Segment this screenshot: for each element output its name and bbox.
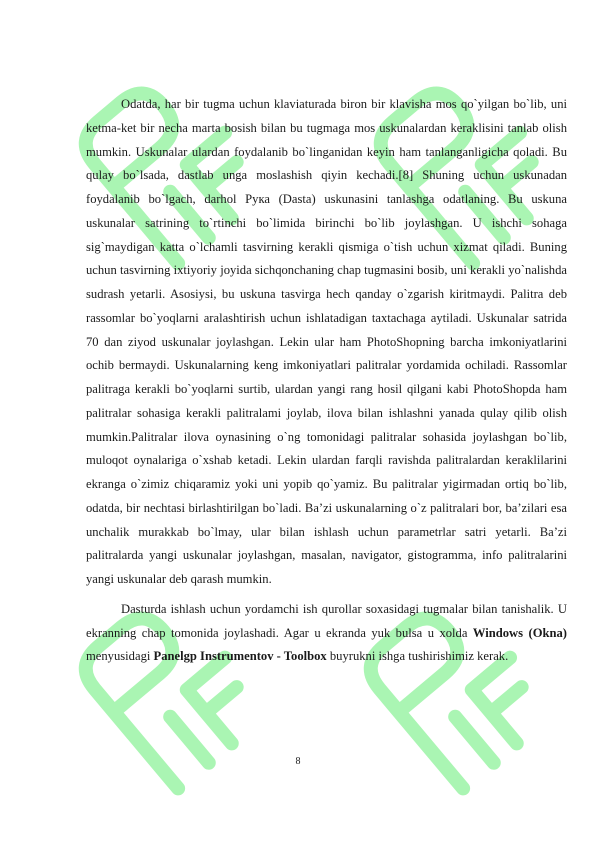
- bold-command-name: Panelgp Instrumentov - Toolbox: [153, 649, 327, 664]
- bold-menu-name: Windows (Okna): [472, 625, 567, 640]
- paragraph-2: [86, 598, 567, 669]
- document-body: [86, 93, 567, 669]
- paragraph-2-text-middle: menyusidagi: [86, 649, 154, 664]
- page-number: 8: [295, 756, 301, 767]
- paragraph-1: Odatda, har bir tugma uchun klaviaturada biron bir klavisha mos qo`yilgan bo`lib, uni ketma-ket bir necha marta bosish bilan bu tugmaga mos uskunalardan keraklisini tanlab olish mumkin. Uskunalar ulardan foydalanib bo`linganidan keyin ham tanlanganligicha qoladi. Bu qulay bo`lsada, dastlab unga moslashish qiyin kechadi.[8] Shuning uchun uskunadan foydalanib bo`lgach, darhol Рука (Dasta) uskunasini tanlashga odatlaning. Bu uskuna uskunalar satrining to`rtinchi bo`limida birinchi bo`lib joylashgan. U ishchi sohaga sig`maydigan katta o`lchamli tasvirning kerakli qismiga o`tish uchun xizmat qiladi. Buning uchun tasvirning ixtiyoriy joyida sichqonchaning chap tugmasini bosib, uni kerakli yo`nalishda sudrash yetarli. Asosiysi, bu uskuna tasvirga hech qanday o`zgarish kiritmaydi. Palitra deb rassomlar bo`yoqlarni aralashtirish uchun ishlatadigan taxtachaga aytiladi. Uskunalar satrida 70 dan ziyod uskunalar joylashgan. Lekin ular ham PhotoShopning barcha imkoniyatlarini ochib bermaydi. Uskunalarning keng imkoniyatlari palitralar yordamida ochiladi. Rassomlar palitraga kerakli bo`yoqlarni surtib, ulardan yangi rang hosil qilgani kabi PhotoShopda ham palitralar sohasiga kerakli palitralami joylab, ilova bilan ishlashni yanada qulay qilib olish mumkin.Palitralar ilova oynasining o`ng tomonidagi palitralar sohasida joylashgan bo`lib, muloqot oynalariga o`xshab ketadi. Lekin ulardan farqli ravishda palitralardan keraklilarini ekranga o`zimiz chiqaramiz yoki uni yopib qo`yamiz. Bu palitralar yigirmadan ortiq bo`lib, odatda, bir nechtasi birlashtirilgan bo`ladi. Ba’zi uskunalarning o`z palitralari bor, ba’zilari esa unchalik murakkab bo`lmay, ular bilan ishlash uchun parametrlar satri yetarli. Ba’zi palitralarda yangi uskunalar joylashgan, masalan, navigator, gistogramma, info palitralarini yangi uskunalar deb qarash mumkin.: [86, 97, 567, 586]
- paragraph-2-text-start: Dasturda ishlash uchun yordamchi ish qurollar soxasidagi tugmalar bilan tanishalik. U ekranning chap tomonida joylashadi. Agar u ekranda yuk bulsa u xolda: [86, 601, 567, 640]
- paragraph-2-text-end: buyrukni ishga tushirishimiz kerak.: [326, 649, 509, 664]
